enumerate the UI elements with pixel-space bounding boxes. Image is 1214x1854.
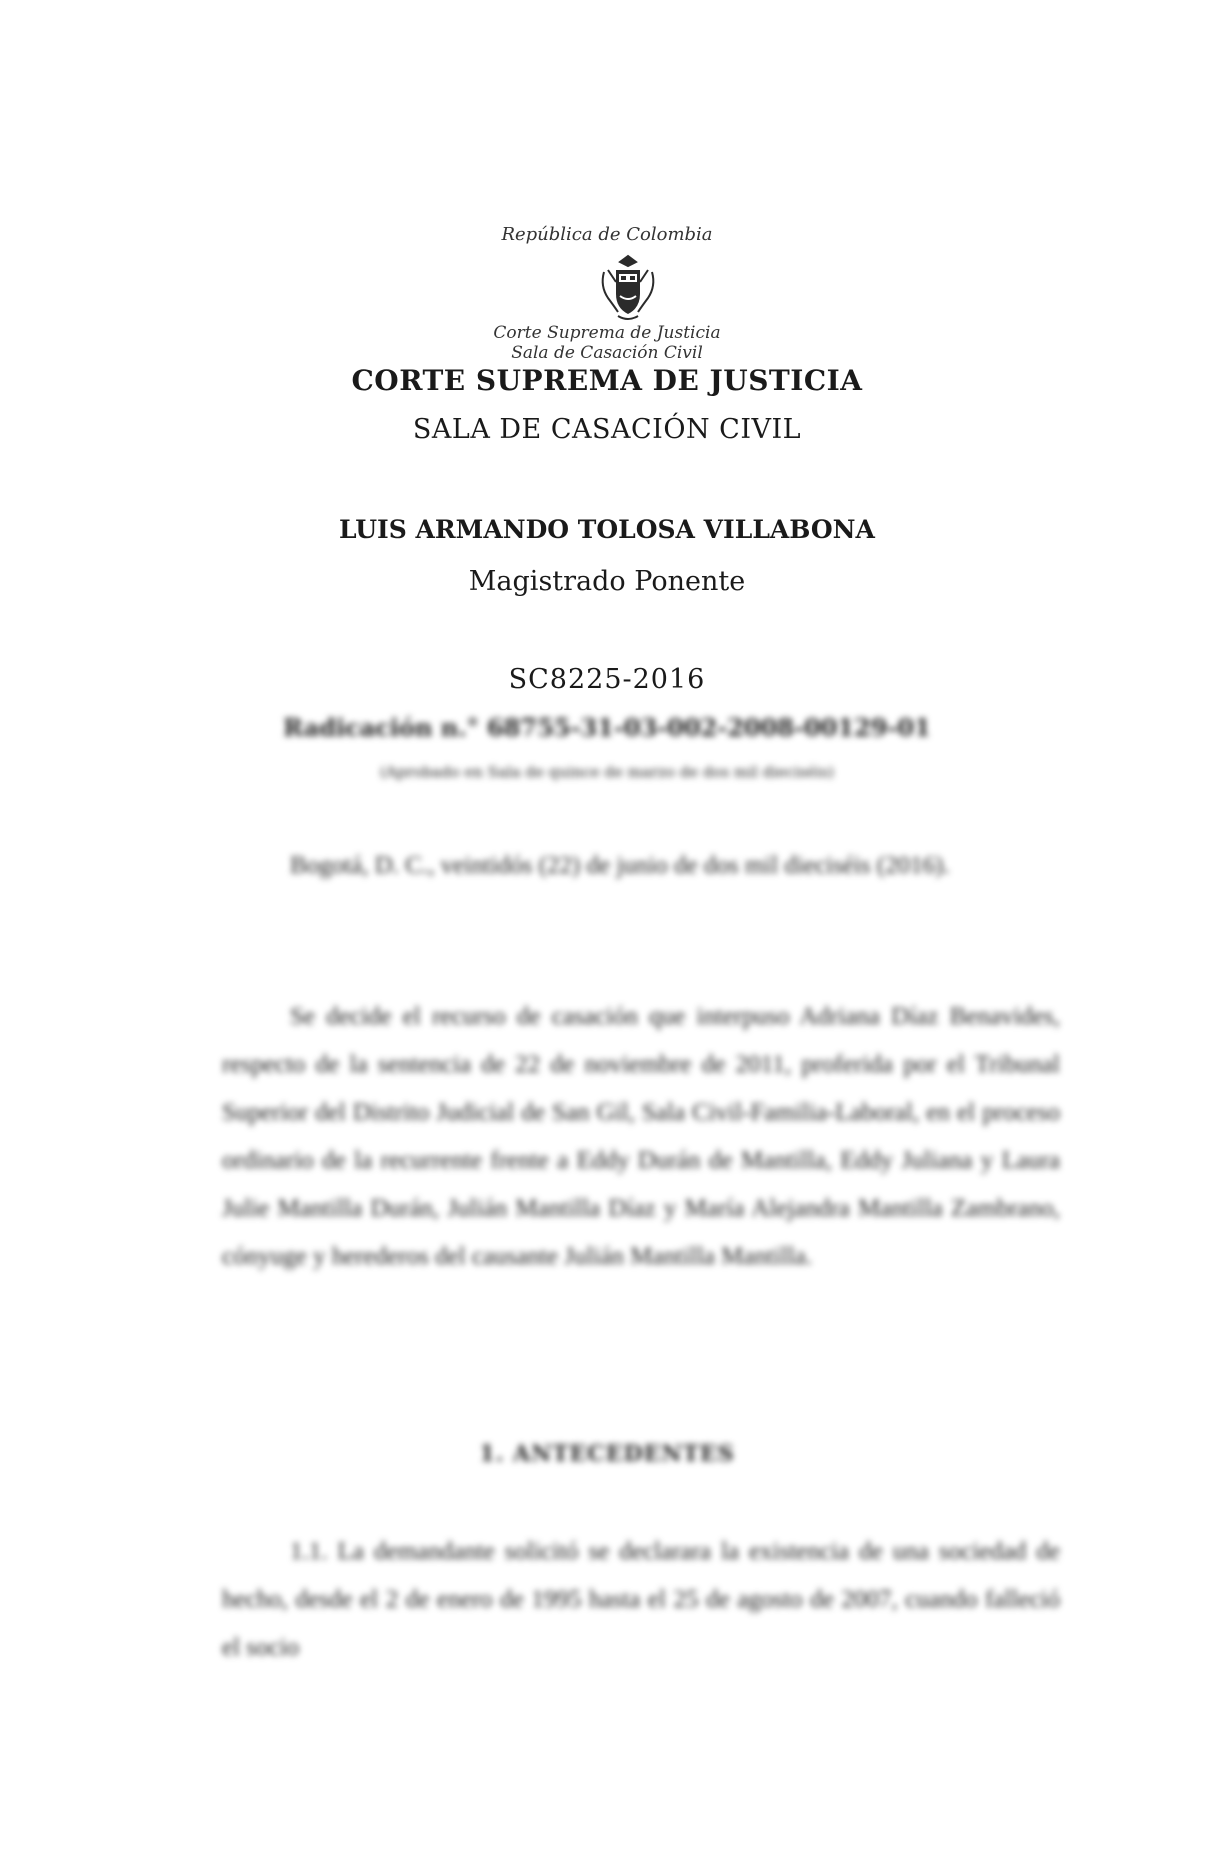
approval-note: (Aprobado en Sala de quince de marzo de dos mil dieciséis) bbox=[379, 763, 835, 781]
radicacion-number: Radicación n.° 68755-31-03-002-2008-00129-01 bbox=[283, 713, 931, 742]
case-number: SC8225-2016 bbox=[508, 664, 706, 695]
court-subtitle bbox=[0, 323, 1214, 363]
section-title: 1. ANTECEDENTES bbox=[479, 1441, 735, 1467]
coat-of-arms-icon bbox=[596, 252, 660, 324]
antecedentes-paragraph: 1.1. La demandante solicitó se declarara la existencia de una sociedad de hecho, desde el 2 de enero de 1995 hasta el 25 de agosto de 2007, cuando falleció el socio bbox=[222, 1538, 1060, 1661]
decision-paragraph: Se decide el recurso de casación que interpuso Adriana Díaz Benavides, respecto de la sentencia de 22 de noviembre de 2011, proferida por el Tribunal Superior del Distrito Judicial de San Gil, Sala Civil-Familia-Laboral, en el proceso ordinario de la recurrente frente a Eddy Durán de Mantilla, Eddy Juliana y Laura Julie Mantilla Durán, Julián Mantilla Díaz y María Alejandra Mantilla Zambrano, cónyuge y herederos del causante Julián Mantilla Mantilla. bbox=[222, 1003, 1060, 1270]
chamber-name-line: Sala de Casación Civil bbox=[511, 343, 703, 363]
judge-role: Magistrado Ponente bbox=[468, 566, 746, 597]
chamber-title: SALA DE CASACIÓN CIVIL bbox=[412, 414, 802, 445]
judge-name: LUIS ARMANDO TOLOSA VILLABONA bbox=[339, 515, 875, 544]
republic-label: República de Colombia bbox=[501, 224, 713, 245]
court-name-line: Corte Suprema de Justicia bbox=[493, 323, 721, 343]
date-paragraph: Bogotá, D. C., veintidós (22) de junio de dos mil dieciséis (2016). bbox=[290, 852, 950, 879]
court-title: CORTE SUPREMA DE JUSTICIA bbox=[351, 364, 863, 397]
